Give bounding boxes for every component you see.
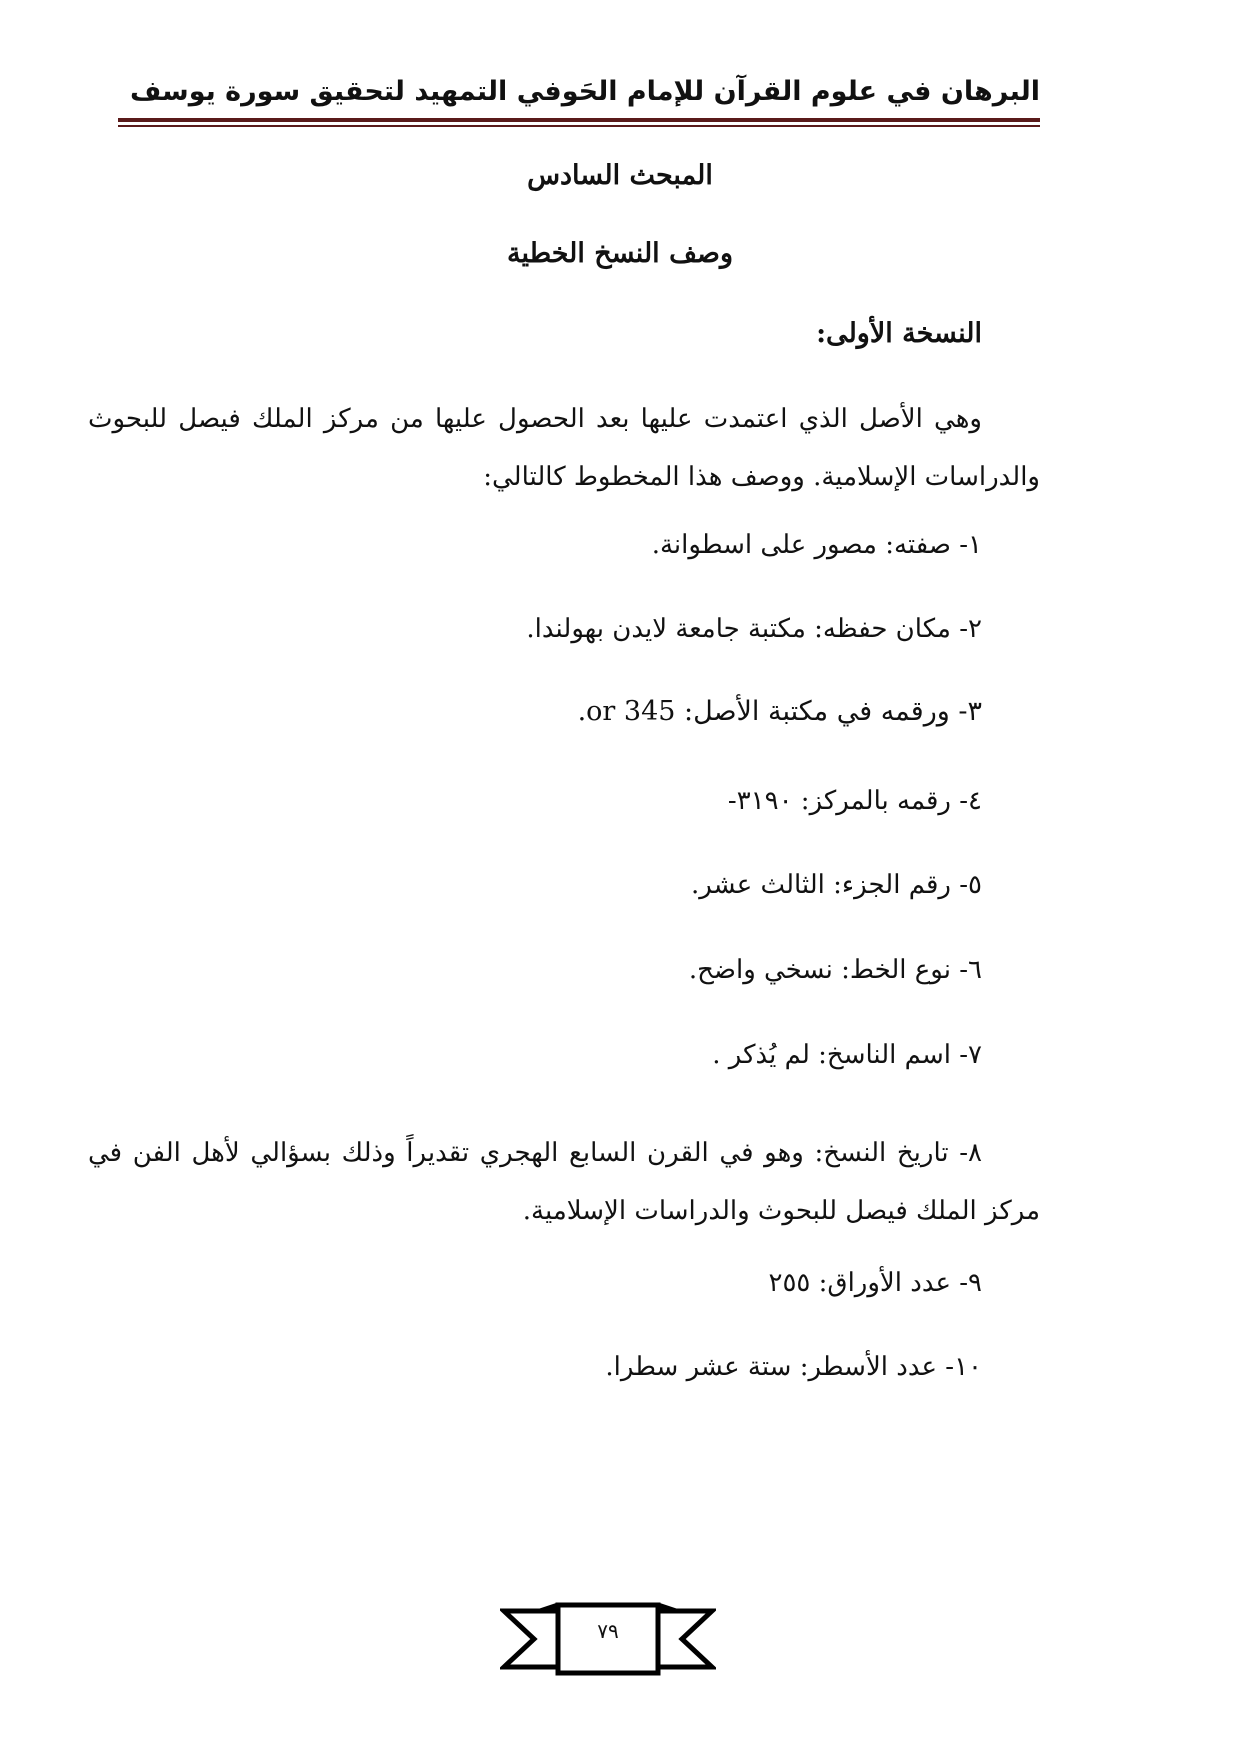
section-heading: المبحث السادس <box>527 160 713 191</box>
page-number: ٧٩ <box>597 1619 619 1643</box>
intro-paragraph <box>88 390 1040 506</box>
section-title: وصف النسخ الخطية <box>506 238 734 269</box>
subheading: النسخة الأولى: <box>816 318 982 349</box>
header-rule-thin <box>118 125 1040 127</box>
list-item: ٥- رقم الجزء: الثالث عشر. <box>690 870 982 900</box>
header-chapter-title: التمهيد لتحقيق سورة يوسف <box>130 76 508 107</box>
list-item: ١٠- عدد الأسطر: ستة عشر سطرا. <box>605 1352 982 1382</box>
header-book-title: البرهان في علوم القرآن للإمام الحَوفي <box>516 76 1040 107</box>
list-item: ٢- مكان حفظه: مكتبة جامعة لايدن بهولندا. <box>526 614 982 644</box>
list-item: ١- صفته: مصور على اسطوانة. <box>651 530 982 560</box>
intro-text: وهي الأصل الذي اعتمدت عليها بعد الحصول عليها من مركز الملك فيصل للبحوث والدراسات الإسلامية. ووصف هذا المخطوط كالتالي: <box>88 404 1040 492</box>
list-item-paragraph <box>88 1124 1040 1240</box>
list-item: ٨- تاريخ النسخ: وهو في القرن السابع الهجري تقديراً وذلك بسؤالي لأهل الفن في مركز الملك فيصل للبحوث والدراسات الإسلامية. <box>88 1138 1040 1226</box>
list-item: ٩- عدد الأوراق: ٢٥٥ <box>768 1268 982 1298</box>
list-item: ٤- رقمه بالمركز: ٣١٩٠- <box>727 786 982 816</box>
list-item: ٧- اسم الناسخ: لم يُذكر . <box>712 1040 982 1070</box>
header-rule-thick <box>118 118 1040 122</box>
page-number-ornament <box>500 1597 716 1679</box>
list-item: ٣- ورقمه في مكتبة الأصل: or 345. <box>577 696 982 727</box>
list-item: ٦- نوع الخط: نسخي واضح. <box>688 955 982 985</box>
